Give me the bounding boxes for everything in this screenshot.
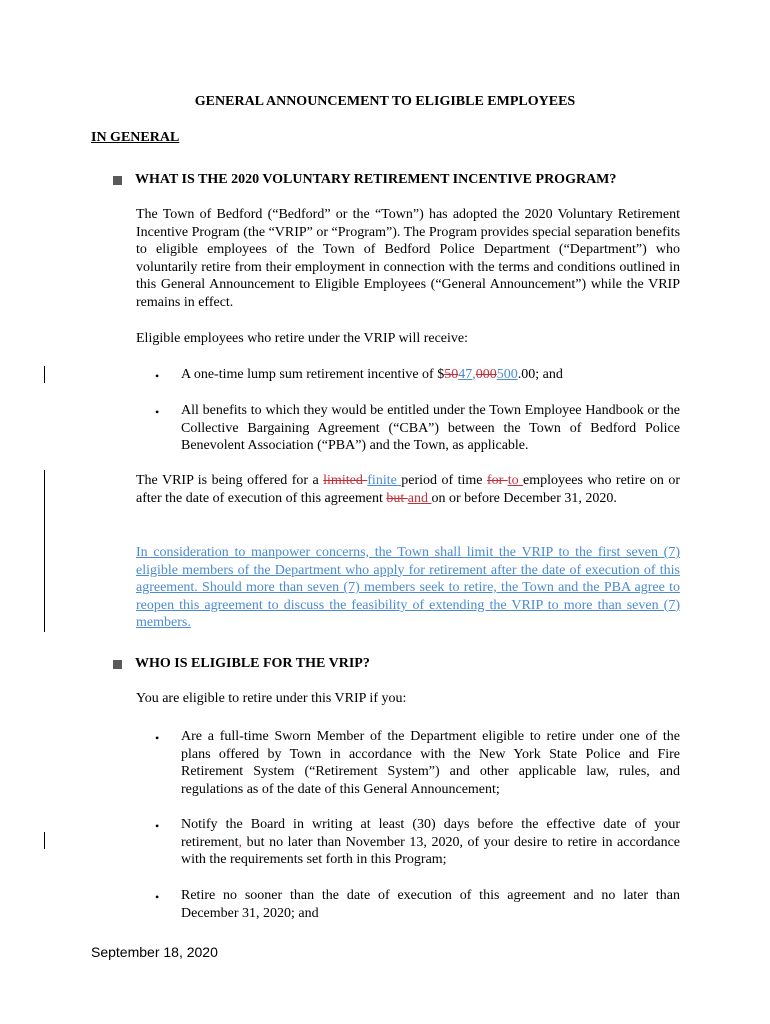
- paragraph-eligible-receive: Eligible employees who retire under the VRIP will receive:: [136, 331, 469, 346]
- bullet-dot: •: [155, 890, 160, 904]
- question-text: WHAT IS THE 2020 VOLUNTARY RETIREMENT INCENTIVE PROGRAM?: [135, 172, 617, 187]
- bullet-incentive: A one-time lump sum retirement incentive of $5047,000500.00; and: [181, 367, 563, 382]
- bullet-dot: •: [155, 405, 160, 419]
- deleted-text: for: [486, 473, 508, 488]
- question-heading-2: [113, 656, 370, 672]
- bullet-retire-no-sooner: Retire no sooner than the date of execution of this agreement and no later than December 31, 2020; and: [181, 888, 680, 921]
- paragraph-program-description: The Town of Bedford (“Bedford” or the “Town”) has adopted the 2020 Voluntary Retirement Incentive Program (the “VRIP” or “Program”). The Program provides special separation benefits to eligible employees of the Town of Bedford Police Department (“Department”) who voluntarily retire from their employment in connection with the terms and conditions outlined in this General Announcement to Eligible Employees (“General Announcement”) while the VRIP remains in effect.: [136, 207, 681, 310]
- paragraph-eligible-if: You are eligible to retire under this VRIP if you:: [136, 691, 407, 706]
- deleted-text: but: [386, 490, 408, 506]
- inserted-text: 47: [458, 367, 473, 382]
- change-bar: [44, 832, 45, 849]
- bullet-dot: •: [155, 731, 160, 745]
- bullet-benefits: All benefits to which they would be entitled under the Town Employee Handbook or the Collective Bargaining Agreement (“CBA”) between the Town of Bedford Police Benevolent Association (“PBA”) and the Town, as applicable.: [181, 403, 680, 454]
- deleted-text: limited: [323, 473, 368, 488]
- footer-date: September 18, 2020: [91, 944, 218, 960]
- inserted-text: and: [407, 490, 432, 506]
- inserted-text: 500: [496, 367, 518, 382]
- bullet-dot: •: [155, 369, 160, 383]
- inserted-text: ,: [238, 834, 243, 850]
- square-bullet-icon: [113, 176, 122, 185]
- paragraph-vrip-offered: The VRIP is being offered for a limited finite period of time for to employees who retire on or after the date of execution of this agreement but and on or before December 31, 2020.: [136, 473, 681, 506]
- deleted-text: 000: [475, 367, 497, 382]
- question-text: WHO IS ELIGIBLE FOR THE VRIP?: [135, 656, 370, 671]
- square-bullet-icon: [113, 660, 122, 669]
- inserted-text: finite: [367, 473, 402, 488]
- bullet-dot: •: [155, 819, 160, 833]
- inserted-text: to: [507, 473, 524, 488]
- deleted-text: 50: [444, 367, 459, 382]
- change-bar: [44, 366, 45, 383]
- question-heading-1: [113, 172, 616, 188]
- paragraph-manpower-inserted: In consideration to manpower concerns, the Town shall limit the VRIP to the first seven (7) eligible members of the Department who apply for retirement after the date of execution of this agreement. Should more than seven (7) members seek to retire, the Town and the PBA agree to reopen this agreement to discuss the feasibility of extending the VRIP to more than seven (7) members.: [136, 545, 680, 631]
- bullet-notify-board: Notify the Board in writing at least (30) days before the effective date of your retirement, but no later than November 13, 2020, of your desire to retire in accordance with the requirements set forth in this Program;: [181, 817, 680, 868]
- bullet-fulltime-member: Are a full-time Sworn Member of the Department eligible to retire under one of the plans offered by Town in accordance with the New York State Police and Fire Retirement System (“Retirement System”) and other applicable law, rules, and regulations as of the date of this General Announcement;: [181, 729, 680, 797]
- section-heading: IN GENERAL: [91, 130, 180, 145]
- change-bar: [44, 470, 45, 632]
- document-title: GENERAL ANNOUNCEMENT TO ELIGIBLE EMPLOYEES: [194, 94, 576, 109]
